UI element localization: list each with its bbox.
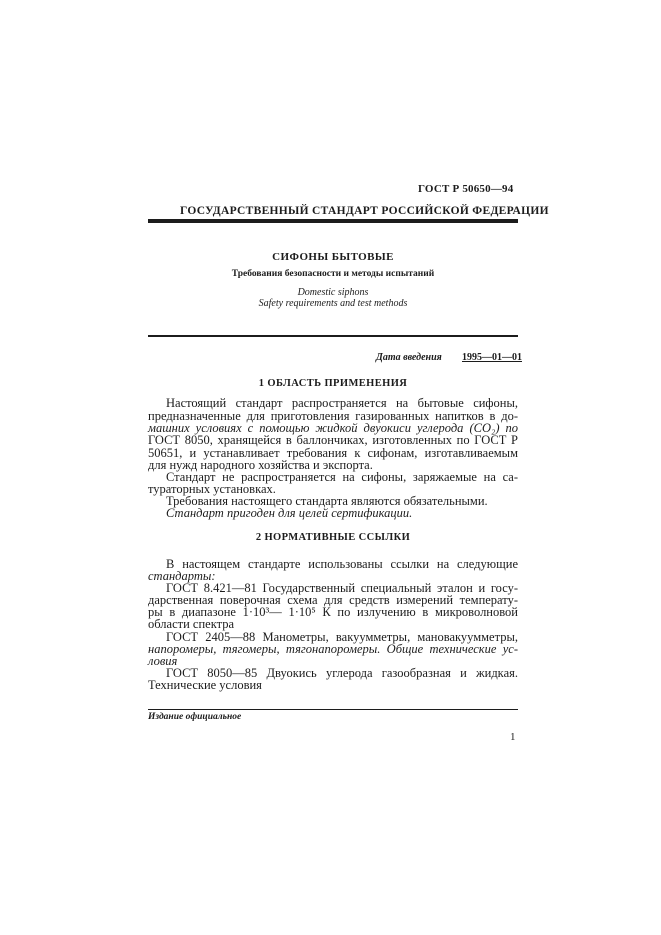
document-subtitle: Требования безопасности и методы испытаний [231, 269, 435, 279]
section2-title: 2 НОРМАТИВНЫЕ ССЫЛКИ [255, 532, 411, 543]
official-edition-label: Издание официальное [148, 712, 242, 722]
section2-line: Технические условия [148, 678, 262, 692]
section1-title: 1 ОБЛАСТЬ ПРИМЕНЕНИЯ [258, 378, 408, 389]
section1-line: ГОСТ 8050, хранящейся в баллончиках, изготовленных по ГОСТ Р [148, 433, 518, 447]
page-number: 1 [510, 731, 516, 743]
standard-organization-heading: ГОСУДАРСТВЕННЫЙ СТАНДАРТ РОССИЙСКОЙ ФЕДЕРАЦИИ [180, 205, 549, 217]
document-title: СИФОНЫ БЫТОВЫЕ [272, 251, 394, 263]
section1-line: Стандарт пригоден для целей сертификации. [166, 506, 413, 520]
section1-line: машних условиях с помощью жидкой двуокиси углерода (CO₂) по [148, 421, 518, 435]
section1-line: Настоящий стандарт распространяется на бытовые сифоны, [166, 396, 518, 410]
section1-line: для нужд народного хозяйства и экспорта. [148, 458, 373, 472]
section2-line: ловия [148, 654, 178, 668]
section2-line: ры в диапазоне 1·10³— 1·10⁵ К по излучению в микроволновой [148, 605, 518, 619]
section1-line: тураторных установках. [148, 482, 276, 496]
title-rule [148, 335, 518, 337]
introduction-date-value: 1995—01—01 [462, 352, 522, 363]
header-rule [148, 219, 518, 223]
section1-line: 50651, и устанавливает требования к сифонам, изготавливаемым [148, 446, 518, 460]
section2-line: В настоящем стандарте использованы ссылки на следующие [166, 557, 518, 571]
introduction-date-label: Дата введения [376, 352, 442, 363]
section2-line: стандарты: [148, 569, 216, 583]
section2-line: ГОСТ 2405—88 Манометры, вакуумметры, мановакуумметры, [166, 630, 518, 644]
section1-line: Стандарт не распространяется на сифоны, заряжаемые на са- [166, 470, 518, 484]
section2-line: области спектра [148, 617, 235, 631]
document-code: ГОСТ Р 50650—94 [418, 183, 514, 195]
english-title-line1: Domestic siphons [297, 287, 369, 298]
section2-line: напоромеры, тягомеры, тягонапоромеры. Общие технические ус- [148, 642, 518, 656]
section1-line: предназначенные для приготовления газированных напитков в до- [148, 409, 518, 423]
footer-rule [148, 709, 518, 710]
section2-line: ГОСТ 8050—85 Двуокись углерода газообразная и жидкая. [166, 666, 518, 680]
section2-line: дарственная поверочная схема для средств измерений температу- [148, 593, 518, 607]
section1-line: Требования настоящего стандарта являются обязательными. [166, 494, 488, 508]
section2-line: ГОСТ 8.421—81 Государственный специальный эталон и госу- [166, 581, 518, 595]
english-title-line2: Safety requirements and test methods [258, 298, 408, 309]
